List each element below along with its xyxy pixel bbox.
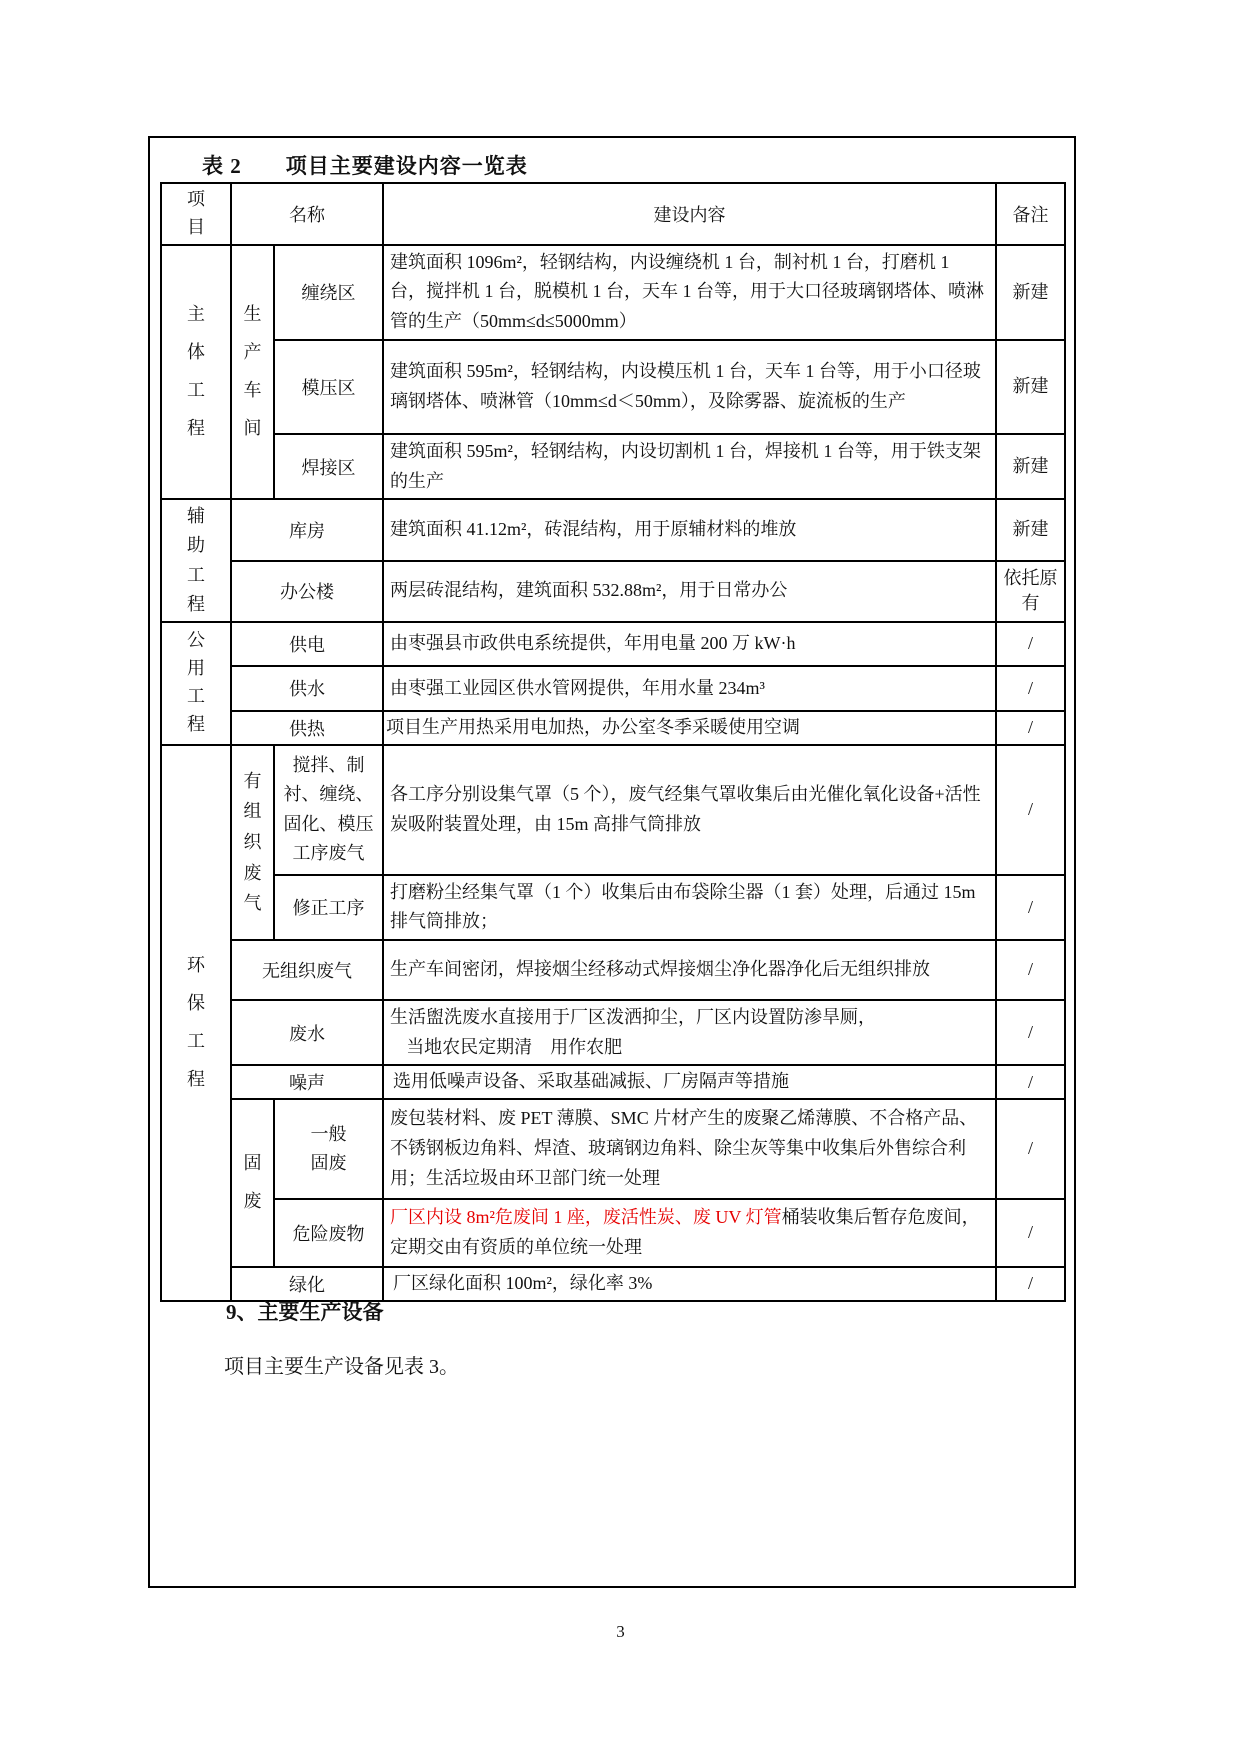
hazardous-content-black: 桶装收集后暂存危废间，定期交由有资质的单位统一处理 xyxy=(390,1207,980,1257)
process-waste-gas-name: 搅拌、制衬、缠绕、固化、模压工序废气 xyxy=(283,755,374,863)
table-row-water xyxy=(161,666,1065,711)
group-solid-waste-label: 固废 xyxy=(243,1153,262,1211)
power-name: 供电 xyxy=(289,634,325,655)
fugitive-name: 无组织废气 xyxy=(262,960,352,981)
office-name: 办公楼 xyxy=(280,582,334,603)
winding-content: 建筑面积 1096m²，轻钢结构，内设缠绕机 1 台，制衬机 1 台，打磨机 1 台，搅拌机 1 台，脱模机 1 台，天车 1 台等，用于大口径玻璃钢塔体、喷淋管的生产（50mm≤d≤5000mm） xyxy=(390,251,984,332)
group-utility-project-label: 公用工程 xyxy=(187,630,205,735)
general-solid-content-cell xyxy=(383,1099,996,1199)
group-organized-waste-gas-label: 有组织废气 xyxy=(243,770,262,914)
table-row-wastewater xyxy=(161,1000,1065,1065)
group-environmental-project-cell xyxy=(161,745,231,1301)
noise-name-cell xyxy=(231,1065,383,1099)
group-auxiliary-project-label: 辅助工程 xyxy=(187,506,205,614)
hazardous-name-cell xyxy=(274,1199,383,1267)
power-content-cell xyxy=(383,622,996,666)
table-row-molding xyxy=(161,340,1065,434)
table-row-heat xyxy=(161,711,1065,745)
power-remark-cell xyxy=(996,622,1065,666)
winding-remark: 新建 xyxy=(1012,281,1049,302)
wastewater-name-cell xyxy=(231,1000,383,1065)
water-name: 供水 xyxy=(289,679,325,700)
table-row-hazardous xyxy=(161,1199,1065,1267)
warehouse-content: 建筑面积 41.12m²，砖混结构，用于原辅材料的堆放 xyxy=(390,519,797,540)
table-header-row xyxy=(161,183,1065,245)
general-solid-remark-cell xyxy=(996,1099,1065,1199)
welding-content: 建筑面积 595m²，轻钢结构，内设切割机 1 台，焊接机 1 台等，用于铁支架的生产 xyxy=(390,440,981,491)
group-solid-waste-cell xyxy=(231,1099,274,1267)
group-main-project-label: 主体工程 xyxy=(187,304,205,438)
group-auxiliary-project-cell xyxy=(161,499,231,622)
process-waste-gas-remark-cell xyxy=(996,745,1065,875)
header-item-label: 项目 xyxy=(187,189,205,237)
process-waste-gas-name-cell xyxy=(274,745,383,875)
molding-content-cell xyxy=(383,340,996,434)
table-row-winding xyxy=(161,245,1065,340)
table-row-office xyxy=(161,561,1065,622)
header-item-cell xyxy=(161,183,231,245)
hazardous-remark: / xyxy=(1027,1222,1033,1243)
winding-name-cell xyxy=(274,245,383,340)
general-solid-name: 一般固废 xyxy=(310,1124,347,1173)
group-production-workshop-cell xyxy=(231,245,274,499)
noise-remark-cell xyxy=(996,1065,1065,1099)
water-content: 由枣强工业园区供水管网提供，年用水量 234m³ xyxy=(390,677,765,698)
construction-contents-table xyxy=(160,182,1066,1302)
welding-name: 焊接区 xyxy=(301,457,356,478)
heat-remark-cell xyxy=(996,711,1065,745)
wastewater-content-line2: 当地农民定期清 用作农肥 xyxy=(406,1036,623,1057)
winding-content-cell xyxy=(383,245,996,340)
header-remark-cell xyxy=(996,183,1065,245)
wastewater-content-line1: 生活盥洗废水直接用于厂区泼洒抑尘，厂区内设置防渗旱厕， xyxy=(390,1006,876,1027)
office-name-cell xyxy=(231,561,383,622)
table-row-warehouse xyxy=(161,499,1065,560)
greening-remark: / xyxy=(1027,1273,1033,1294)
power-content: 由枣强县市政供电系统提供，年用电量 200 万 kW·h xyxy=(390,633,796,653)
hazardous-content-cell xyxy=(383,1199,996,1267)
table-row-power xyxy=(161,622,1065,666)
wastewater-remark-cell xyxy=(996,1000,1065,1065)
correction-name-cell xyxy=(274,875,383,940)
office-remark: 依托原有 xyxy=(1003,568,1058,614)
section9-body: 项目主要生产设备见表 3。 xyxy=(224,1356,459,1378)
group-utility-project-cell xyxy=(161,622,231,745)
heat-content: 项目生产用热采用电加热，办公室冬季采暖使用空调 xyxy=(386,716,800,737)
header-content-label: 建设内容 xyxy=(653,204,726,225)
wastewater-content-cell xyxy=(383,1000,996,1065)
greening-remark-cell xyxy=(996,1267,1065,1301)
greening-name: 绿化 xyxy=(289,1274,325,1295)
winding-remark-cell xyxy=(996,245,1065,340)
table-row-process-waste-gas xyxy=(161,745,1065,875)
heat-remark: / xyxy=(1027,717,1033,738)
group-production-workshop-label: 生产车间 xyxy=(243,304,262,438)
header-name-label: 名称 xyxy=(289,204,325,225)
correction-content-cell xyxy=(383,875,996,940)
hazardous-content-red: 厂区内设 8m²危废间 1 座，废活性炭、废 UV 灯管 xyxy=(390,1207,782,1228)
table-title: 表 2 项目主要建设内容一览表 xyxy=(202,154,528,178)
group-environmental-project-label: 环保工程 xyxy=(187,955,205,1089)
greening-content-cell xyxy=(383,1267,996,1301)
welding-content-cell xyxy=(383,434,996,499)
winding-name: 缠绕区 xyxy=(301,283,356,304)
heat-content-cell xyxy=(383,711,996,745)
water-content-cell xyxy=(383,666,996,711)
welding-name-cell xyxy=(274,434,383,499)
general-solid-remark: / xyxy=(1027,1138,1033,1159)
correction-remark: / xyxy=(1027,896,1033,917)
welding-remark-cell xyxy=(996,434,1065,499)
warehouse-content-cell xyxy=(383,499,996,560)
header-remark-label: 备注 xyxy=(1012,204,1049,225)
heat-name: 供热 xyxy=(289,718,325,739)
office-content: 两层砖混结构，建筑面积 532.88m²，用于日常办公 xyxy=(390,580,788,601)
table-row-noise xyxy=(161,1065,1065,1099)
warehouse-name: 库房 xyxy=(289,520,325,541)
welding-remark: 新建 xyxy=(1012,455,1049,476)
correction-content: 打磨粉尘经集气罩（1 个）收集后由布袋除尘器（1 套）处理，后通过 15m 排气筒排放； xyxy=(390,881,976,932)
fugitive-remark: / xyxy=(1027,959,1033,980)
water-name-cell xyxy=(231,666,383,711)
molding-name-cell xyxy=(274,340,383,434)
table-row-welding xyxy=(161,434,1065,499)
correction-name: 修正工序 xyxy=(292,898,365,919)
office-remark-cell xyxy=(996,561,1065,622)
table-row-correction xyxy=(161,875,1065,940)
page-number: 3 xyxy=(616,1622,625,1641)
general-solid-name-cell xyxy=(274,1099,383,1199)
noise-content-cell xyxy=(383,1065,996,1099)
wastewater-remark: / xyxy=(1027,1022,1033,1042)
section9-heading: 9、主要生产设备 xyxy=(226,1300,384,1324)
correction-remark-cell xyxy=(996,875,1065,940)
page-frame xyxy=(148,136,1076,1588)
greening-content: 厂区绿化面积 100m²，绿化率 3% xyxy=(393,1273,653,1294)
warehouse-remark-cell xyxy=(996,499,1065,560)
power-name-cell xyxy=(231,622,383,666)
hazardous-remark-cell xyxy=(996,1199,1065,1267)
warehouse-remark: 新建 xyxy=(1012,519,1049,540)
wastewater-name: 废水 xyxy=(289,1023,325,1044)
noise-name: 噪声 xyxy=(289,1073,325,1094)
molding-name: 模压区 xyxy=(301,377,356,398)
molding-content: 建筑面积 595m²，轻钢结构，内设模压机 1 台，天车 1 台等，用于小口径玻璃钢塔体、喷淋管（10mm≤d＜50mm），及除雾器、旋流板的生产 xyxy=(390,361,981,411)
noise-content: 选用低噪声设备、采取基础减振、厂房隔声等措施 xyxy=(393,1071,789,1092)
power-remark: / xyxy=(1027,633,1033,654)
group-organized-waste-gas-cell xyxy=(231,745,274,940)
table-row-general-solid xyxy=(161,1099,1065,1199)
fugitive-remark-cell xyxy=(996,940,1065,1000)
heat-name-cell xyxy=(231,711,383,745)
header-content-cell xyxy=(383,183,996,245)
noise-remark: / xyxy=(1027,1071,1033,1092)
general-solid-content: 废包装材料、废 PET 薄膜、SMC 片材产生的废聚乙烯薄膜、不合格产品、不锈钢板边角料、焊渣、玻璃钢边角料、除尘灰等集中收集后外售综合利用；生活垃圾由环卫部门统一处理 xyxy=(390,1108,978,1188)
group-main-project-cell xyxy=(161,245,231,499)
process-waste-gas-content-cell xyxy=(383,745,996,875)
water-remark: / xyxy=(1027,677,1033,698)
warehouse-name-cell xyxy=(231,499,383,560)
header-name-cell xyxy=(231,183,383,245)
office-content-cell xyxy=(383,561,996,622)
fugitive-content: 生产车间密闭，焊接烟尘经移动式焊接烟尘净化器净化后无组织排放 xyxy=(390,959,930,980)
fugitive-content-cell xyxy=(383,940,996,1000)
table-row-fugitive xyxy=(161,940,1065,1000)
process-waste-gas-content: 各工序分别设集气罩（5 个），废气经集气罩收集后由光催化氧化设备+活性炭吸附装置处理，由 15m 高排气筒排放 xyxy=(390,783,981,834)
hazardous-name: 危险废物 xyxy=(292,1223,365,1244)
molding-remark-cell xyxy=(996,340,1065,434)
process-waste-gas-remark: / xyxy=(1027,798,1033,819)
molding-remark: 新建 xyxy=(1012,376,1049,397)
fugitive-name-cell xyxy=(231,940,383,1000)
water-remark-cell xyxy=(996,666,1065,711)
